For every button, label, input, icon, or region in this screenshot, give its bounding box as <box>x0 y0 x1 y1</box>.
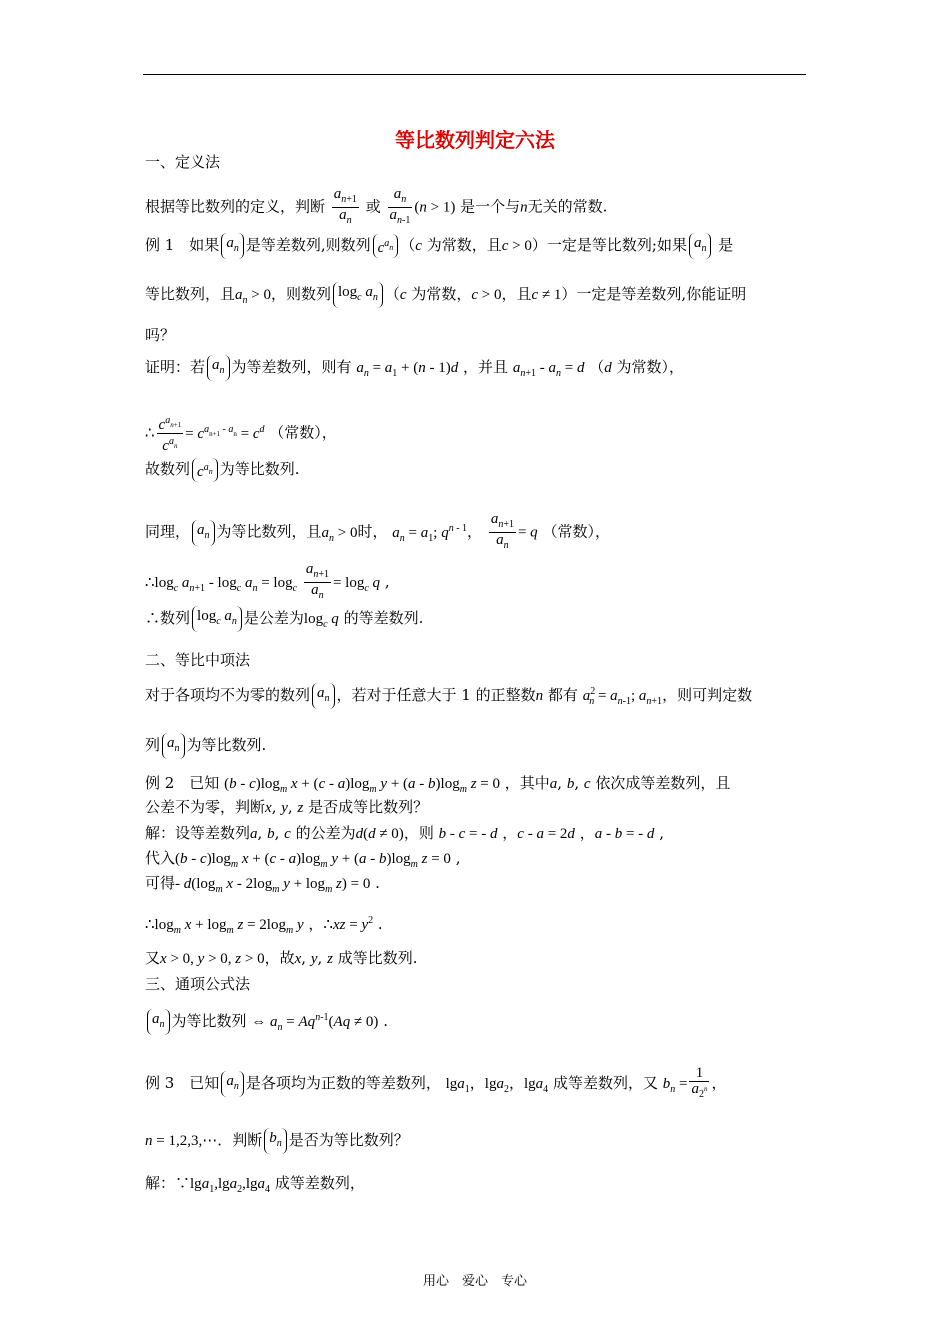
ratio-formula-alt: $\frac{a_n}{a_{n-1}}$ <box>389 186 411 226</box>
solution-2-line-1: 解：设等差数列a, b, c 的公差为d(d ≠ 0)，则 b - c = - d ，c - a = 2d ，a - b = - d , <box>145 824 664 842</box>
example-2-line-1: 例 2 已知 $(b - c)\log_m$ $x + (c - a)\log_m$ $y + (a - b)\log_m$ z = 0 ，其中a, b, c 依次成等差数列，且 <box>145 774 731 795</box>
middle-term-line-2: 列 $a_n$ 为等比数列. <box>145 733 266 759</box>
solution-2-line-3: 可得- $d(\log_m$ x - $2\log_m$ $y + \log_m z) = 0$ . <box>145 874 380 895</box>
example-2-line-2: 公差不为零，判断x, y, z 是否成等比数列？ <box>145 798 429 816</box>
solution-2-line-2: 代入$(b - c)\log_m$ $x + (c - a)\log_m$ $y + (a - b)\log_m$ z = 0 , <box>145 849 461 870</box>
section-heading-1: 一、定义法 <box>145 153 221 171</box>
solution-3-line-1: 解：∵lga$_1$,lga$_2$,lga$_4$ 成等差数列， <box>145 1174 365 1195</box>
section-heading-3: 三、通项公式法 <box>145 975 251 993</box>
page-title: 等比数列判定六法 <box>395 128 555 152</box>
example-1-line-1: 例 1 如果 $a_n$ 是等差数列,则数列 $c^{a_n}$ （c 为常数，且c > 0）一定是等比数列;如果 $a_n$ 是 <box>145 233 733 259</box>
definition-line: 根据等比数列的定义，判断 $\frac{a_{n+1}}{a_n}$ 或 $\frac{a_n}{a_{n-1}}$ (n > 1) 是一个与n无关的常数. <box>145 186 608 226</box>
proof-line-6: ∴数列 $\log_c a_n$ 是公差为$\log_c q$ 的等差数列. <box>145 608 424 630</box>
proof-line-3: 故数列 $c^{a_n}$ 为等比数列. <box>145 460 300 480</box>
proof-line-2: ∴ $\frac{c^{a_{n+1}}}{c^{a_n}}$ = $c^{a_{n+1} - a_n} = c^d$ （常数）， <box>145 415 337 454</box>
proof-line-1: 证明：若 $a_n$ 为等差数列，则有 $a_n = a_1 + (n - 1)d$ ，并且 $a_{n+1} - a_n = d$ （d 为常数）， <box>145 357 685 379</box>
example-1-line-2: 等比数列，且$a_n > 0$，则数列 $\log_c a_n$ （c 为常数，c > 0，且c ≠ 1）一定是等差数列,你能证明 <box>145 284 747 306</box>
section-heading-2: 二、等比中项法 <box>145 651 251 669</box>
example-3-line-2: n = 1,2,3,⋯．判断 $b_n$ 是否为等比数列？ <box>145 1128 409 1154</box>
solution-2-line-4: $\therefore\log_m$ $x + \log_m z = 2\log_m$ y ，∴xz = $y^2$ . <box>145 915 383 936</box>
middle-term-line-1: 对于各项均不为零的数列 $a_n$ ，若对于任意大于 1 的正整数n 都有 $a^2_n = a_{n-1}$; $a_{n+1}$，则可判定数 <box>145 685 753 707</box>
ratio-formula: $\frac{a_{n+1}}{a_n}$ <box>333 186 357 226</box>
example-1-line-3: 吗？ <box>145 326 176 344</box>
header-rule <box>143 74 806 75</box>
proof-line-4: 同理， $a_n$ 为等比数列，且$a_n > 0$时， $a_n = a_1$; $q^{n - 1}$， $\frac{a_{n+1}}{a_n}$ = q （常数）， <box>145 511 610 551</box>
page-footer: 用心 爱心 专心 <box>422 1274 527 1289</box>
proof-line-5: $\therefore\log_c$ $a_{n+1} - \log_c a_n = \log_c$ $\frac{a_{n+1}}{a_n}$ = $\log_c q$ , <box>145 561 390 601</box>
example-3-line-1: 例 3 已知 $a_n$ 是各项均为正数的等差数列， lga$_1$，lga$_2$，lga$_4$ 成等差数列，又 $b_n$ = $\frac{1}{a_{2^n}}$ ， <box>145 1065 727 1100</box>
general-term-line: $a_n$ 为等比数列 ⇔ $a_n = Aq^{n-1}(Aq \ne 0)$ . <box>145 1008 388 1038</box>
solution-2-line-5: 又x > 0, y > 0, z > 0，故x, y, z 成等比数列. <box>145 949 418 967</box>
